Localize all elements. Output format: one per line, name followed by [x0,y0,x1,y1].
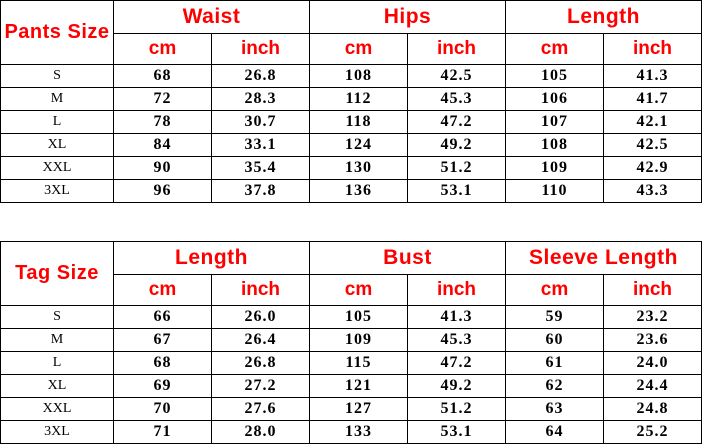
cell-value: 26.8 [212,65,310,88]
cell-value: 66 [114,306,212,329]
table-row [1,421,702,444]
cell-value: 23.2 [604,306,702,329]
cell-value: 51.2 [408,157,506,180]
row-size-label: L [1,352,114,375]
table-row [1,65,702,88]
cell-value: 70 [114,398,212,421]
row-size-label: S [1,65,114,88]
cell-value: 115 [310,352,408,375]
unit-header-hips-cm: cm [310,34,408,65]
row-size-label: XXL [1,398,114,421]
group-header-hips: Hips [310,1,506,34]
unit-header-length-inch: inch [212,275,310,306]
cell-value: 33.1 [212,134,310,157]
cell-value: 96 [114,180,212,203]
cell-value: 69 [114,375,212,398]
cell-value: 43.3 [604,180,702,203]
unit-header-waist-cm: cm [114,34,212,65]
cell-value: 68 [114,65,212,88]
cell-value: 130 [310,157,408,180]
cell-value: 118 [310,111,408,134]
corner-label-tag: Tag Size [1,242,114,306]
cell-value: 64 [506,421,604,444]
cell-value: 61 [506,352,604,375]
cell-value: 106 [506,88,604,111]
cell-value: 26.0 [212,306,310,329]
row-size-label: M [1,329,114,352]
unit-header-sleeve-cm: cm [506,275,604,306]
cell-value: 45.3 [408,329,506,352]
row-size-label: XL [1,375,114,398]
cell-value: 26.8 [212,352,310,375]
group-header-waist: Waist [114,1,310,34]
unit-header-length-inch: inch [604,34,702,65]
table-separator [0,203,702,241]
table-row [1,375,702,398]
table-header-row-groups [1,242,702,275]
group-header-sleeve-length: Sleeve Length [506,242,702,275]
unit-header-waist-inch: inch [212,34,310,65]
table-row [1,134,702,157]
row-size-label: XXL [1,157,114,180]
cell-value: 109 [506,157,604,180]
cell-value: 24.0 [604,352,702,375]
cell-value: 108 [310,65,408,88]
table-row [1,157,702,180]
table-row [1,329,702,352]
cell-value: 105 [310,306,408,329]
pants-size-table [0,0,702,203]
unit-header-hips-inch: inch [408,34,506,65]
cell-value: 107 [506,111,604,134]
table-row [1,111,702,134]
cell-value: 136 [310,180,408,203]
cell-value: 28.0 [212,421,310,444]
cell-value: 53.1 [408,421,506,444]
unit-header-length-cm: cm [114,275,212,306]
cell-value: 30.7 [212,111,310,134]
cell-value: 124 [310,134,408,157]
cell-value: 72 [114,88,212,111]
cell-value: 37.8 [212,180,310,203]
cell-value: 42.9 [604,157,702,180]
group-header-bust: Bust [310,242,506,275]
table-row [1,306,702,329]
cell-value: 84 [114,134,212,157]
table-row [1,180,702,203]
cell-value: 68 [114,352,212,375]
cell-value: 27.6 [212,398,310,421]
cell-value: 109 [310,329,408,352]
cell-value: 90 [114,157,212,180]
unit-header-bust-cm: cm [310,275,408,306]
group-header-length: Length [114,242,310,275]
cell-value: 47.2 [408,111,506,134]
cell-value: 24.8 [604,398,702,421]
table-row [1,398,702,421]
corner-label-pants: Pants Size [1,1,114,65]
cell-value: 127 [310,398,408,421]
cell-value: 26.4 [212,329,310,352]
table-row [1,352,702,375]
cell-value: 133 [310,421,408,444]
cell-value: 60 [506,329,604,352]
cell-value: 49.2 [408,375,506,398]
cell-value: 67 [114,329,212,352]
cell-value: 35.4 [212,157,310,180]
table-header-row-groups [1,1,702,34]
cell-value: 51.2 [408,398,506,421]
cell-value: 27.2 [212,375,310,398]
cell-value: 24.4 [604,375,702,398]
unit-header-sleeve-inch: inch [604,275,702,306]
row-size-label: L [1,111,114,134]
cell-value: 28.3 [212,88,310,111]
cell-value: 41.7 [604,88,702,111]
row-size-label: 3XL [1,421,114,444]
row-size-label: M [1,88,114,111]
cell-value: 41.3 [408,306,506,329]
cell-value: 45.3 [408,88,506,111]
cell-value: 42.5 [408,65,506,88]
cell-value: 42.1 [604,111,702,134]
row-size-label: S [1,306,114,329]
cell-value: 59 [506,306,604,329]
cell-value: 41.3 [604,65,702,88]
cell-value: 78 [114,111,212,134]
tag-size-table [0,241,702,444]
cell-value: 110 [506,180,604,203]
cell-value: 112 [310,88,408,111]
cell-value: 108 [506,134,604,157]
cell-value: 53.1 [408,180,506,203]
cell-value: 49.2 [408,134,506,157]
unit-header-bust-inch: inch [408,275,506,306]
cell-value: 25.2 [604,421,702,444]
row-size-label: 3XL [1,180,114,203]
cell-value: 121 [310,375,408,398]
cell-value: 42.5 [604,134,702,157]
group-header-length: Length [506,1,702,34]
unit-header-length-cm: cm [506,34,604,65]
cell-value: 62 [506,375,604,398]
cell-value: 105 [506,65,604,88]
cell-value: 71 [114,421,212,444]
cell-value: 47.2 [408,352,506,375]
table-row [1,88,702,111]
cell-value: 63 [506,398,604,421]
row-size-label: XL [1,134,114,157]
cell-value: 23.6 [604,329,702,352]
